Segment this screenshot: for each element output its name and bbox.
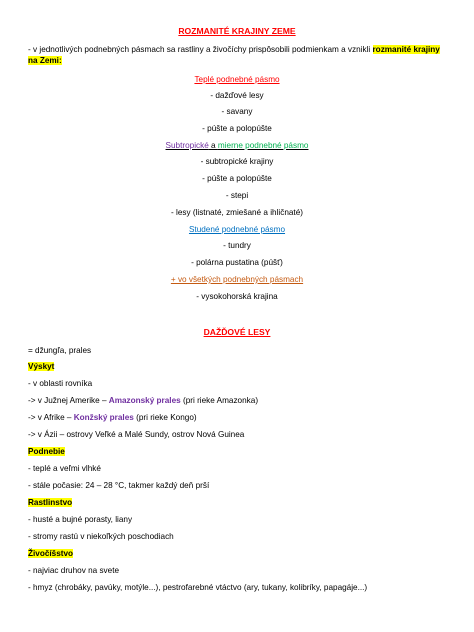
- occurrence-item-2-pre: -> v Južnej Amerike –: [28, 396, 109, 405]
- zone-warm-item-1: - dažďové lesy: [210, 91, 264, 100]
- zone-subtropic-label: [0, 141, 474, 151]
- zone-warm-label: Teplé podnebné pásmo: [194, 75, 280, 84]
- occurrence-item-3-post: (pri rieke Kongo): [133, 413, 197, 422]
- climate-item-2: - stále počasie: 24 – 28 °C, takmer každý deň prší: [28, 481, 210, 490]
- zone-subtropic-label-b: mierne podnebné pásmo: [217, 141, 309, 150]
- section-title-rainforest: DAŽĎOVÉ LESY: [203, 327, 271, 337]
- plants-item-1: - husté a bujné porasty, liany: [28, 515, 133, 524]
- zone-cold-label: Studené podnebné pásmo: [188, 225, 286, 234]
- zone-all-label: + vo všetkých podnebných pásmach: [170, 275, 304, 284]
- zone-subtropic-label-a: Subtropické: [165, 141, 209, 150]
- page-title: ROZMANITÉ KRAJINY ZEME: [178, 26, 296, 36]
- zone-subtropic-conj: a: [208, 141, 218, 150]
- intro-text: - v jednotlivých podnebných pásmach sa rastliny a živočíchy prispôsobili podmienkam a vznikli: [28, 45, 373, 54]
- occurrence-item-3: [28, 413, 446, 423]
- occurrence-item-3-pre: -> v Afrike –: [28, 413, 74, 422]
- animals-heading: [28, 549, 446, 559]
- occurrence-heading-text: Výskyt: [28, 362, 55, 371]
- climate-heading-text: Podnebie: [28, 447, 65, 456]
- zone-subtropic-item-1: - subtropické krajiny: [200, 157, 274, 166]
- zone-warm-item-2: - savany: [221, 107, 253, 116]
- intro-highlight: rozmanité krajiny na Zemi:: [28, 45, 440, 65]
- occurrence-item-4: -> v Ázii – ostrovy Veľké a Malé Sundy, ostrov Nová Guinea: [28, 430, 245, 439]
- zone-subtropic-item-3: - stepi: [225, 191, 249, 200]
- climate-heading: [28, 447, 446, 457]
- climate-item-1: - teplé a veľmi vlhké: [28, 464, 101, 473]
- animals-item-2: - hmyz (chrobáky, pavúky, motýle...), pestrofarebné vtáctvo (ary, tukany, kolibríky, papagáje...): [28, 583, 368, 592]
- zone-all-item-1: - vysokohorská krajina: [196, 292, 278, 301]
- occurrence-item-2-name: Amazonský prales: [108, 396, 181, 405]
- occurrence-item-1: - v oblasti rovníka: [28, 379, 93, 388]
- zone-subtropic-item-4: - lesy (listnaté, zmiešané a ihličnaté): [171, 208, 303, 217]
- occurrence-heading: [28, 362, 446, 372]
- occurrence-item-2: [28, 396, 446, 406]
- zone-cold-item-2: - polárna pustatina (púšť): [191, 258, 283, 267]
- intro-paragraph: [28, 44, 446, 66]
- plants-item-2: - stromy rastú v niekoľkých poschodiach: [28, 532, 174, 541]
- zone-subtropic-item-2: - púšte a polopúšte: [202, 174, 272, 183]
- animals-heading-text: Živočíšstvo: [28, 549, 74, 558]
- zone-cold-item-1: - tundry: [223, 241, 251, 250]
- animals-item-1: - najviac druhov na svete: [28, 566, 120, 575]
- plants-heading: [28, 498, 446, 508]
- occurrence-item-2-post: (pri rieke Amazonka): [180, 396, 259, 405]
- occurrence-item-3-name: Konžský prales: [73, 413, 134, 422]
- plants-heading-text: Rastlinstvo: [28, 498, 73, 507]
- rainforest-synonym: = džungľa, prales: [28, 346, 92, 355]
- zone-warm-item-3: - púšte a polopúšte: [202, 124, 272, 133]
